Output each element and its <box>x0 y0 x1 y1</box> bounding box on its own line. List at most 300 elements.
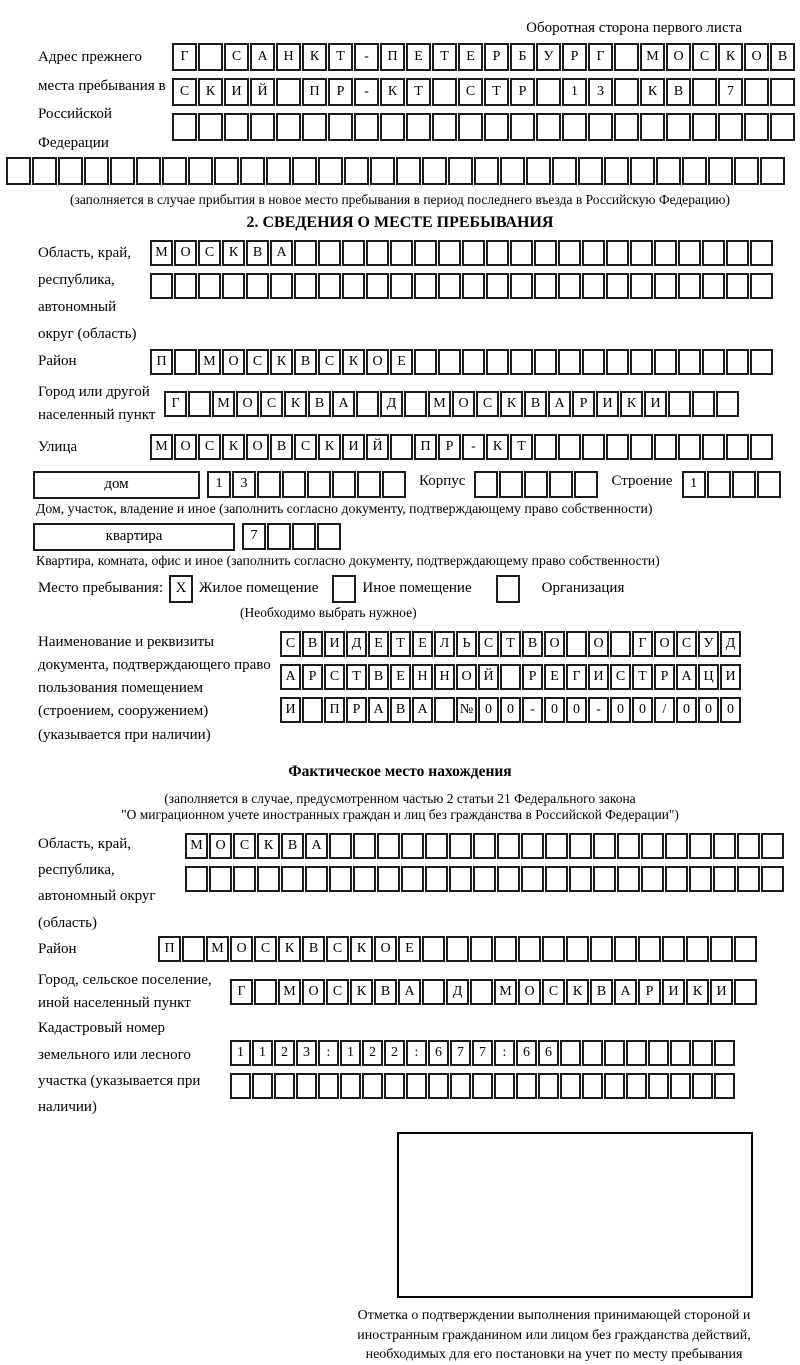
char-cell[interactable]: О <box>174 434 197 460</box>
char-cell[interactable] <box>734 979 757 1005</box>
char-cell[interactable] <box>665 866 688 892</box>
char-cell[interactable]: 0 <box>610 697 631 723</box>
char-cell[interactable] <box>486 273 509 299</box>
char-cell[interactable]: - <box>354 78 379 106</box>
char-cell[interactable]: 6 <box>516 1040 537 1066</box>
char-cell[interactable]: С <box>246 349 269 375</box>
char-cell[interactable]: 6 <box>428 1040 449 1066</box>
char-cell[interactable]: С <box>254 936 277 962</box>
char-cell[interactable]: 3 <box>588 78 613 106</box>
char-cell[interactable] <box>666 113 691 141</box>
char-cell[interactable]: Р <box>438 434 461 460</box>
char-cell[interactable]: О <box>452 391 475 417</box>
char-cell[interactable]: Г <box>632 631 653 657</box>
char-cell[interactable] <box>188 157 213 185</box>
char-cell[interactable]: 0 <box>566 697 587 723</box>
char-cell[interactable]: - <box>588 697 609 723</box>
char-cell[interactable] <box>317 523 341 550</box>
char-cell[interactable]: О <box>302 979 325 1005</box>
char-cell[interactable]: Е <box>398 936 421 962</box>
char-cell[interactable] <box>606 434 629 460</box>
char-cell[interactable]: Д <box>720 631 741 657</box>
char-cell[interactable] <box>630 434 653 460</box>
char-cell[interactable] <box>401 833 424 859</box>
char-cell[interactable] <box>678 349 701 375</box>
char-cell[interactable] <box>425 866 448 892</box>
char-cell[interactable] <box>707 471 731 498</box>
char-cell[interactable] <box>713 833 736 859</box>
char-cell[interactable] <box>353 866 376 892</box>
char-cell[interactable]: О <box>366 349 389 375</box>
char-cell[interactable] <box>545 866 568 892</box>
char-cell[interactable]: И <box>342 434 365 460</box>
char-cell[interactable]: К <box>350 936 373 962</box>
char-cell[interactable]: А <box>548 391 571 417</box>
char-cell[interactable]: И <box>280 697 301 723</box>
char-cell[interactable]: Д <box>380 391 403 417</box>
char-cell[interactable]: О <box>588 631 609 657</box>
char-cell[interactable]: А <box>412 697 433 723</box>
char-cell[interactable]: 1 <box>207 471 231 498</box>
char-cell[interactable] <box>414 273 437 299</box>
char-cell[interactable]: В <box>590 979 613 1005</box>
char-cell[interactable] <box>462 240 485 266</box>
char-cell[interactable]: К <box>257 833 280 859</box>
char-cell[interactable] <box>668 391 691 417</box>
char-cell[interactable] <box>726 273 749 299</box>
char-cell[interactable] <box>353 833 376 859</box>
char-cell[interactable] <box>174 349 197 375</box>
char-cell[interactable] <box>494 936 517 962</box>
char-cell[interactable]: С <box>326 979 349 1005</box>
char-cell[interactable] <box>641 866 664 892</box>
char-cell[interactable]: С <box>198 240 221 266</box>
char-cell[interactable] <box>449 866 472 892</box>
char-cell[interactable] <box>281 866 304 892</box>
char-cell[interactable] <box>390 273 413 299</box>
char-cell[interactable] <box>401 866 424 892</box>
dom-type-box[interactable]: дом <box>33 471 200 499</box>
char-cell[interactable] <box>396 157 421 185</box>
char-cell[interactable] <box>770 78 795 106</box>
char-cell[interactable] <box>542 936 565 962</box>
char-cell[interactable]: - <box>522 697 543 723</box>
checkbox-zhiloe[interactable]: X <box>169 575 193 603</box>
char-cell[interactable] <box>252 1073 273 1099</box>
char-cell[interactable] <box>209 866 232 892</box>
char-cell[interactable] <box>662 936 685 962</box>
char-cell[interactable]: М <box>150 240 173 266</box>
char-cell[interactable] <box>390 434 413 460</box>
char-cell[interactable]: К <box>620 391 643 417</box>
char-cell[interactable] <box>432 113 457 141</box>
char-cell[interactable] <box>593 866 616 892</box>
char-cell[interactable] <box>614 936 637 962</box>
char-cell[interactable] <box>702 240 725 266</box>
char-cell[interactable] <box>318 273 341 299</box>
char-cell[interactable] <box>438 240 461 266</box>
char-cell[interactable]: О <box>544 631 565 657</box>
char-cell[interactable] <box>276 78 301 106</box>
char-cell[interactable]: А <box>398 979 421 1005</box>
char-cell[interactable] <box>630 157 655 185</box>
char-cell[interactable]: 0 <box>720 697 741 723</box>
char-cell[interactable] <box>150 273 173 299</box>
char-cell[interactable] <box>425 833 448 859</box>
char-cell[interactable]: К <box>350 979 373 1005</box>
char-cell[interactable] <box>617 833 640 859</box>
char-cell[interactable] <box>626 1073 647 1099</box>
char-cell[interactable]: А <box>280 664 301 690</box>
char-cell[interactable]: С <box>478 631 499 657</box>
char-cell[interactable]: В <box>390 697 411 723</box>
char-cell[interactable] <box>702 273 725 299</box>
char-cell[interactable] <box>230 1073 251 1099</box>
char-cell[interactable]: С <box>233 833 256 859</box>
char-cell[interactable]: К <box>284 391 307 417</box>
char-cell[interactable]: О <box>209 833 232 859</box>
char-cell[interactable]: 3 <box>232 471 256 498</box>
char-cell[interactable] <box>670 1073 691 1099</box>
char-cell[interactable]: - <box>354 43 379 71</box>
char-cell[interactable] <box>614 43 639 71</box>
char-cell[interactable] <box>198 113 223 141</box>
char-cell[interactable]: 2 <box>274 1040 295 1066</box>
char-cell[interactable]: К <box>686 979 709 1005</box>
char-cell[interactable] <box>448 157 473 185</box>
char-cell[interactable] <box>521 866 544 892</box>
char-cell[interactable] <box>390 240 413 266</box>
char-cell[interactable] <box>240 157 265 185</box>
char-cell[interactable]: Й <box>366 434 389 460</box>
char-cell[interactable] <box>518 936 541 962</box>
char-cell[interactable]: Г <box>172 43 197 71</box>
char-cell[interactable]: О <box>456 664 477 690</box>
char-cell[interactable] <box>638 936 661 962</box>
char-cell[interactable] <box>534 349 557 375</box>
char-cell[interactable]: 1 <box>340 1040 361 1066</box>
char-cell[interactable]: М <box>150 434 173 460</box>
char-cell[interactable] <box>182 936 205 962</box>
char-cell[interactable]: Т <box>432 43 457 71</box>
char-cell[interactable]: 1 <box>682 471 706 498</box>
char-cell[interactable]: Е <box>544 664 565 690</box>
char-cell[interactable]: - <box>462 434 485 460</box>
char-cell[interactable]: С <box>458 78 483 106</box>
char-cell[interactable] <box>329 866 352 892</box>
char-cell[interactable] <box>362 1073 383 1099</box>
char-cell[interactable] <box>246 273 269 299</box>
char-cell[interactable] <box>296 1073 317 1099</box>
char-cell[interactable] <box>686 936 709 962</box>
char-cell[interactable]: 7 <box>718 78 743 106</box>
char-cell[interactable] <box>422 157 447 185</box>
char-cell[interactable] <box>354 113 379 141</box>
char-cell[interactable]: Г <box>164 391 187 417</box>
char-cell[interactable]: С <box>676 631 697 657</box>
char-cell[interactable] <box>744 78 769 106</box>
char-cell[interactable] <box>172 113 197 141</box>
char-cell[interactable] <box>630 240 653 266</box>
char-cell[interactable] <box>470 936 493 962</box>
char-cell[interactable]: Г <box>230 979 253 1005</box>
char-cell[interactable]: В <box>308 391 331 417</box>
char-cell[interactable]: Д <box>346 631 367 657</box>
char-cell[interactable] <box>521 833 544 859</box>
char-cell[interactable] <box>274 1073 295 1099</box>
char-cell[interactable] <box>574 471 598 498</box>
char-cell[interactable] <box>641 833 664 859</box>
char-cell[interactable] <box>510 113 535 141</box>
char-cell[interactable] <box>654 273 677 299</box>
char-cell[interactable]: Р <box>346 697 367 723</box>
char-cell[interactable] <box>566 936 589 962</box>
char-cell[interactable] <box>750 240 773 266</box>
char-cell[interactable]: П <box>150 349 173 375</box>
char-cell[interactable] <box>552 157 577 185</box>
char-cell[interactable] <box>566 631 587 657</box>
char-cell[interactable]: : <box>318 1040 339 1066</box>
char-cell[interactable] <box>494 1073 515 1099</box>
char-cell[interactable]: 0 <box>478 697 499 723</box>
char-cell[interactable] <box>716 391 739 417</box>
char-cell[interactable] <box>214 157 239 185</box>
char-cell[interactable] <box>626 1040 647 1066</box>
char-cell[interactable] <box>689 833 712 859</box>
char-cell[interactable]: К <box>566 979 589 1005</box>
char-cell[interactable] <box>614 113 639 141</box>
char-cell[interactable] <box>136 157 161 185</box>
char-cell[interactable] <box>292 523 316 550</box>
char-cell[interactable] <box>682 157 707 185</box>
char-cell[interactable] <box>560 1040 581 1066</box>
char-cell[interactable]: С <box>224 43 249 71</box>
checkbox-org[interactable] <box>496 575 520 603</box>
char-cell[interactable]: Б <box>510 43 535 71</box>
char-cell[interactable] <box>734 157 759 185</box>
char-cell[interactable]: Р <box>572 391 595 417</box>
char-cell[interactable]: М <box>640 43 665 71</box>
char-cell[interactable] <box>737 866 760 892</box>
char-cell[interactable]: Й <box>478 664 499 690</box>
char-cell[interactable]: А <box>270 240 293 266</box>
char-cell[interactable]: 0 <box>698 697 719 723</box>
char-cell[interactable] <box>250 113 275 141</box>
char-cell[interactable] <box>630 349 653 375</box>
char-cell[interactable] <box>329 833 352 859</box>
char-cell[interactable] <box>702 349 725 375</box>
char-cell[interactable] <box>569 866 592 892</box>
char-cell[interactable]: А <box>332 391 355 417</box>
checkbox-inoe[interactable] <box>332 575 356 603</box>
char-cell[interactable]: : <box>494 1040 515 1066</box>
char-cell[interactable]: В <box>770 43 795 71</box>
char-cell[interactable]: Т <box>328 43 353 71</box>
char-cell[interactable] <box>473 833 496 859</box>
char-cell[interactable] <box>267 523 291 550</box>
char-cell[interactable] <box>714 1040 735 1066</box>
char-cell[interactable] <box>510 273 533 299</box>
char-cell[interactable]: С <box>692 43 717 71</box>
char-cell[interactable] <box>266 157 291 185</box>
char-cell[interactable] <box>604 1073 625 1099</box>
char-cell[interactable] <box>582 273 605 299</box>
char-cell[interactable]: 3 <box>296 1040 317 1066</box>
char-cell[interactable]: : <box>406 1040 427 1066</box>
char-cell[interactable]: Е <box>390 664 411 690</box>
char-cell[interactable]: Д <box>446 979 469 1005</box>
char-cell[interactable]: О <box>230 936 253 962</box>
char-cell[interactable] <box>224 113 249 141</box>
char-cell[interactable] <box>606 273 629 299</box>
kvartira-type-box[interactable]: квартира <box>33 523 235 551</box>
char-cell[interactable] <box>750 349 773 375</box>
char-cell[interactable] <box>549 471 573 498</box>
char-cell[interactable]: К <box>222 240 245 266</box>
char-cell[interactable] <box>302 697 323 723</box>
char-cell[interactable]: А <box>250 43 275 71</box>
char-cell[interactable] <box>710 936 733 962</box>
char-cell[interactable]: У <box>698 631 719 657</box>
char-cell[interactable] <box>380 113 405 141</box>
char-cell[interactable] <box>761 833 784 859</box>
char-cell[interactable] <box>384 1073 405 1099</box>
char-cell[interactable] <box>486 240 509 266</box>
char-cell[interactable]: К <box>500 391 523 417</box>
char-cell[interactable] <box>510 240 533 266</box>
char-cell[interactable] <box>606 349 629 375</box>
char-cell[interactable] <box>342 240 365 266</box>
char-cell[interactable] <box>582 349 605 375</box>
char-cell[interactable] <box>534 434 557 460</box>
char-cell[interactable] <box>726 349 749 375</box>
char-cell[interactable] <box>84 157 109 185</box>
char-cell[interactable] <box>582 1040 603 1066</box>
char-cell[interactable]: О <box>744 43 769 71</box>
char-cell[interactable]: В <box>270 434 293 460</box>
char-cell[interactable]: В <box>281 833 304 859</box>
char-cell[interactable]: В <box>302 936 325 962</box>
char-cell[interactable] <box>450 1073 471 1099</box>
char-cell[interactable]: 7 <box>450 1040 471 1066</box>
char-cell[interactable]: С <box>326 936 349 962</box>
char-cell[interactable]: Е <box>368 631 389 657</box>
char-cell[interactable] <box>770 113 795 141</box>
char-cell[interactable] <box>714 1073 735 1099</box>
char-cell[interactable]: Т <box>346 664 367 690</box>
char-cell[interactable]: Й <box>250 78 275 106</box>
char-cell[interactable]: К <box>270 349 293 375</box>
char-cell[interactable]: К <box>640 78 665 106</box>
char-cell[interactable]: А <box>368 697 389 723</box>
char-cell[interactable]: У <box>536 43 561 71</box>
char-cell[interactable] <box>654 349 677 375</box>
char-cell[interactable] <box>458 113 483 141</box>
char-cell[interactable] <box>654 434 677 460</box>
char-cell[interactable]: Н <box>276 43 301 71</box>
char-cell[interactable] <box>292 157 317 185</box>
char-cell[interactable] <box>582 434 605 460</box>
char-cell[interactable] <box>689 866 712 892</box>
char-cell[interactable] <box>434 697 455 723</box>
char-cell[interactable] <box>665 833 688 859</box>
char-cell[interactable] <box>222 273 245 299</box>
char-cell[interactable] <box>294 273 317 299</box>
char-cell[interactable]: О <box>246 434 269 460</box>
char-cell[interactable] <box>562 113 587 141</box>
char-cell[interactable]: И <box>710 979 733 1005</box>
char-cell[interactable]: Т <box>510 434 533 460</box>
char-cell[interactable] <box>744 113 769 141</box>
char-cell[interactable] <box>282 471 306 498</box>
char-cell[interactable]: В <box>524 391 547 417</box>
char-cell[interactable] <box>558 240 581 266</box>
char-cell[interactable]: М <box>198 349 221 375</box>
char-cell[interactable] <box>58 157 83 185</box>
char-cell[interactable]: Е <box>458 43 483 71</box>
char-cell[interactable] <box>604 1040 625 1066</box>
char-cell[interactable] <box>726 240 749 266</box>
char-cell[interactable]: С <box>172 78 197 106</box>
char-cell[interactable] <box>617 866 640 892</box>
char-cell[interactable] <box>428 1073 449 1099</box>
char-cell[interactable]: 2 <box>362 1040 383 1066</box>
char-cell[interactable] <box>344 157 369 185</box>
char-cell[interactable] <box>432 78 457 106</box>
char-cell[interactable] <box>414 240 437 266</box>
char-cell[interactable]: П <box>414 434 437 460</box>
char-cell[interactable]: Т <box>500 631 521 657</box>
char-cell[interactable] <box>558 273 581 299</box>
char-cell[interactable] <box>174 273 197 299</box>
char-cell[interactable] <box>538 1073 559 1099</box>
char-cell[interactable]: 6 <box>538 1040 559 1066</box>
char-cell[interactable]: Л <box>434 631 455 657</box>
char-cell[interactable]: П <box>380 43 405 71</box>
char-cell[interactable]: Ь <box>456 631 477 657</box>
char-cell[interactable] <box>604 157 629 185</box>
char-cell[interactable] <box>536 113 561 141</box>
char-cell[interactable]: Ц <box>698 664 719 690</box>
char-cell[interactable] <box>422 936 445 962</box>
char-cell[interactable] <box>382 471 406 498</box>
char-cell[interactable] <box>760 157 785 185</box>
char-cell[interactable] <box>318 1073 339 1099</box>
char-cell[interactable] <box>449 833 472 859</box>
char-cell[interactable]: А <box>305 833 328 859</box>
char-cell[interactable] <box>500 157 525 185</box>
char-cell[interactable] <box>462 273 485 299</box>
char-cell[interactable]: Р <box>484 43 509 71</box>
char-cell[interactable] <box>558 349 581 375</box>
char-cell[interactable]: К <box>222 434 245 460</box>
char-cell[interactable] <box>708 157 733 185</box>
char-cell[interactable] <box>606 240 629 266</box>
char-cell[interactable] <box>510 349 533 375</box>
char-cell[interactable]: А <box>676 664 697 690</box>
char-cell[interactable] <box>582 1073 603 1099</box>
char-cell[interactable]: Е <box>390 349 413 375</box>
char-cell[interactable] <box>578 157 603 185</box>
char-cell[interactable] <box>610 631 631 657</box>
char-cell[interactable] <box>692 1040 713 1066</box>
char-cell[interactable]: К <box>318 434 341 460</box>
char-cell[interactable]: 1 <box>230 1040 251 1066</box>
char-cell[interactable] <box>470 979 493 1005</box>
char-cell[interactable] <box>328 113 353 141</box>
char-cell[interactable] <box>484 113 509 141</box>
char-cell[interactable] <box>276 113 301 141</box>
